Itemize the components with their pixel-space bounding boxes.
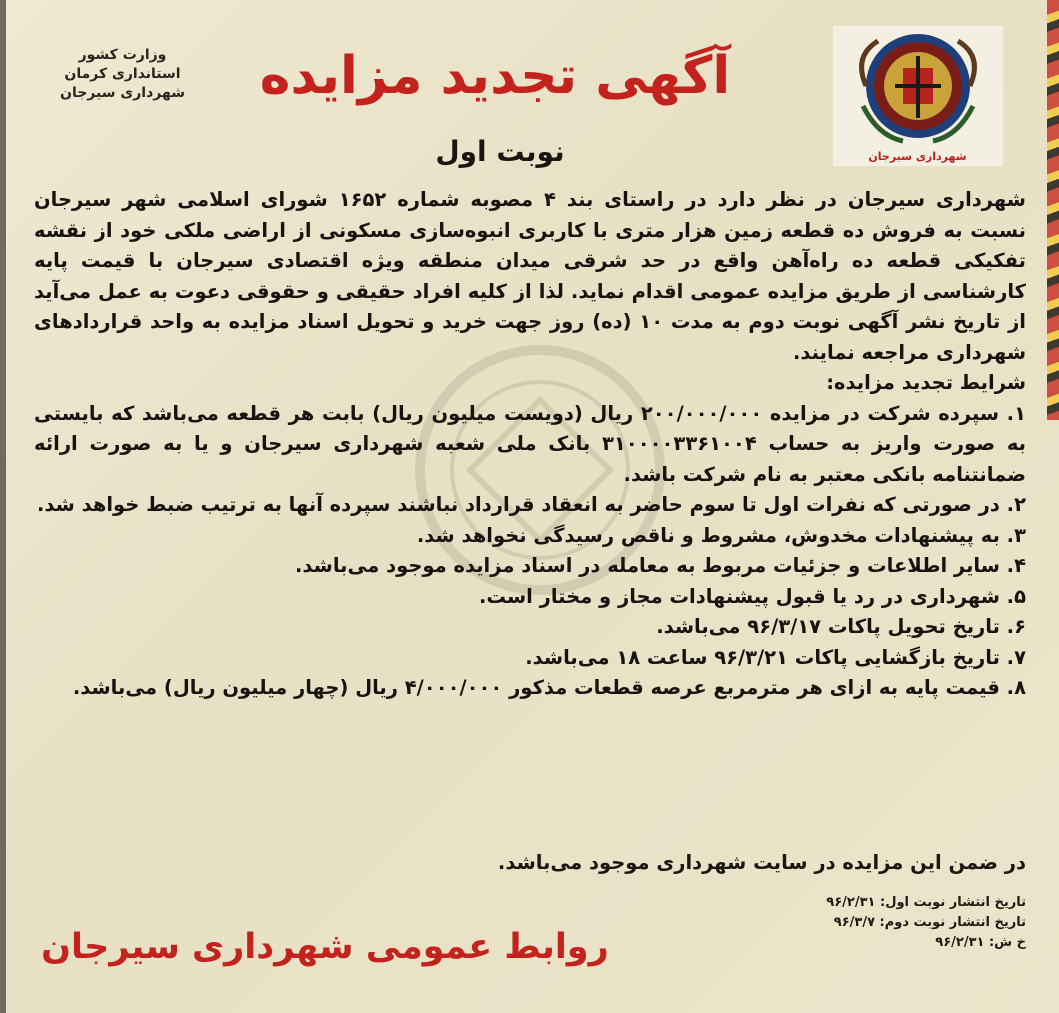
signature-public-relations: روابط عمومی شهرداری سیرجان bbox=[41, 927, 609, 967]
ministry-line: وزارت کشور bbox=[78, 47, 167, 63]
ministry-line: استانداری کرمان bbox=[64, 66, 181, 82]
ministry-block bbox=[40, 46, 205, 103]
intro-paragraph: شهرداری سیرجان در نظر دارد در راستای بند ۴ مصوبه شماره ۱۶۵۲ شورای اسلامی شهر سیرجان نسبت به فروش ده قطعه زمین هزار متری با کاربری انبوه‌سازی مسکونی از اراضی ملکی خود از نقشه تفکیکی قطعه ده راه‌آهن واقع در حد شرقی میدان منطقه ویژه اقتصادی سیرجان با قیمت پایه کارشناسی از طریق مزایده عمومی اقدام نماید. لذا از کلیه افراد حقیقی و حقوقی دعوت به عمل می‌آید از تاریخ نشر آگهی نوبت دوم به مدت ۱۰ (ده) روز جهت خرید و تحویل اسناد مزایده به واحد قراردادهای شهرداری مراجعه نمایند. bbox=[34, 188, 1026, 364]
condition-item: ۴. سایر اطلاعات و جزئیات مربوط به معامله در اسناد مزایده موجود می‌باشد. bbox=[295, 554, 1026, 577]
second-publication-date: تاریخ انتشار نوبت دوم: ۹۶/۳/۷ bbox=[833, 915, 1026, 930]
logo-caption: شهرداری سیرجان bbox=[868, 150, 967, 163]
page-edge bbox=[0, 0, 6, 1013]
condition-item: ۳. به پیشنهادات مخدوش، مشروط و ناقص رسیدگی نخواهد شد. bbox=[416, 523, 1026, 547]
reference-code: خ ش: ۹۶/۲/۳۱ bbox=[935, 935, 1026, 950]
ministry-line: شهرداری سیرجان bbox=[60, 85, 185, 101]
decorative-stripe bbox=[1047, 0, 1059, 420]
condition-item: ۱. سپرده شرکت در مزایده ۲۰۰/۰۰۰/۰۰۰ ریال (دویست میلیون ریال) بابت هر قطعه می‌باشد که بایستی به صورت واریز به حساب ۳۱۰۰۰۰۳۳۶۱۰۰۴ بانک ملی شعبه شهرداری سیرجان و یا به صورت ارائه ضمانتنامه بانکی معتبر به نام شرکت باشد. bbox=[34, 401, 1026, 486]
first-publication-date: تاریخ انتشار نوبت اول: ۹۶/۲/۳۱ bbox=[826, 895, 1026, 910]
condition-item: ۸. قیمت پایه به ازای هر مترمربع عرصه قطعات مذکور ۴/۰۰۰/۰۰۰ ریال (چهار میلیون ریال) می‌باشد. bbox=[72, 676, 1026, 699]
announcement-round: نوبت اول bbox=[435, 135, 565, 168]
announcement-title: آگهی تجدید مزایده bbox=[259, 46, 731, 106]
site-note: در ضمن این مزایده در سایت شهرداری موجود می‌باشد. bbox=[497, 851, 1026, 874]
municipality-logo bbox=[833, 26, 1003, 166]
condition-item: ۲. در صورتی که نفرات اول تا سوم حاضر به انعقاد قرارداد نباشند سپرده آنها به ترتیب ضبط خواهد شد. bbox=[36, 493, 1026, 516]
publication-dates bbox=[700, 893, 1026, 953]
conditions-list bbox=[34, 399, 1026, 704]
condition-item: ۵. شهرداری در رد یا قبول پیشنهادات مجاز و مختار است. bbox=[478, 584, 1026, 608]
condition-item: ۷. تاریخ بازگشایی پاکات ۹۶/۳/۲۱ ساعت ۱۸ می‌باشد. bbox=[525, 645, 1026, 669]
announcement-body bbox=[34, 185, 1026, 704]
conditions-title: شرایط تجدید مزایده: bbox=[826, 371, 1026, 394]
condition-item: ۶. تاریخ تحویل پاکات ۹۶/۳/۱۷ می‌باشد. bbox=[656, 615, 1026, 638]
logo-emblem-icon bbox=[833, 26, 1003, 166]
